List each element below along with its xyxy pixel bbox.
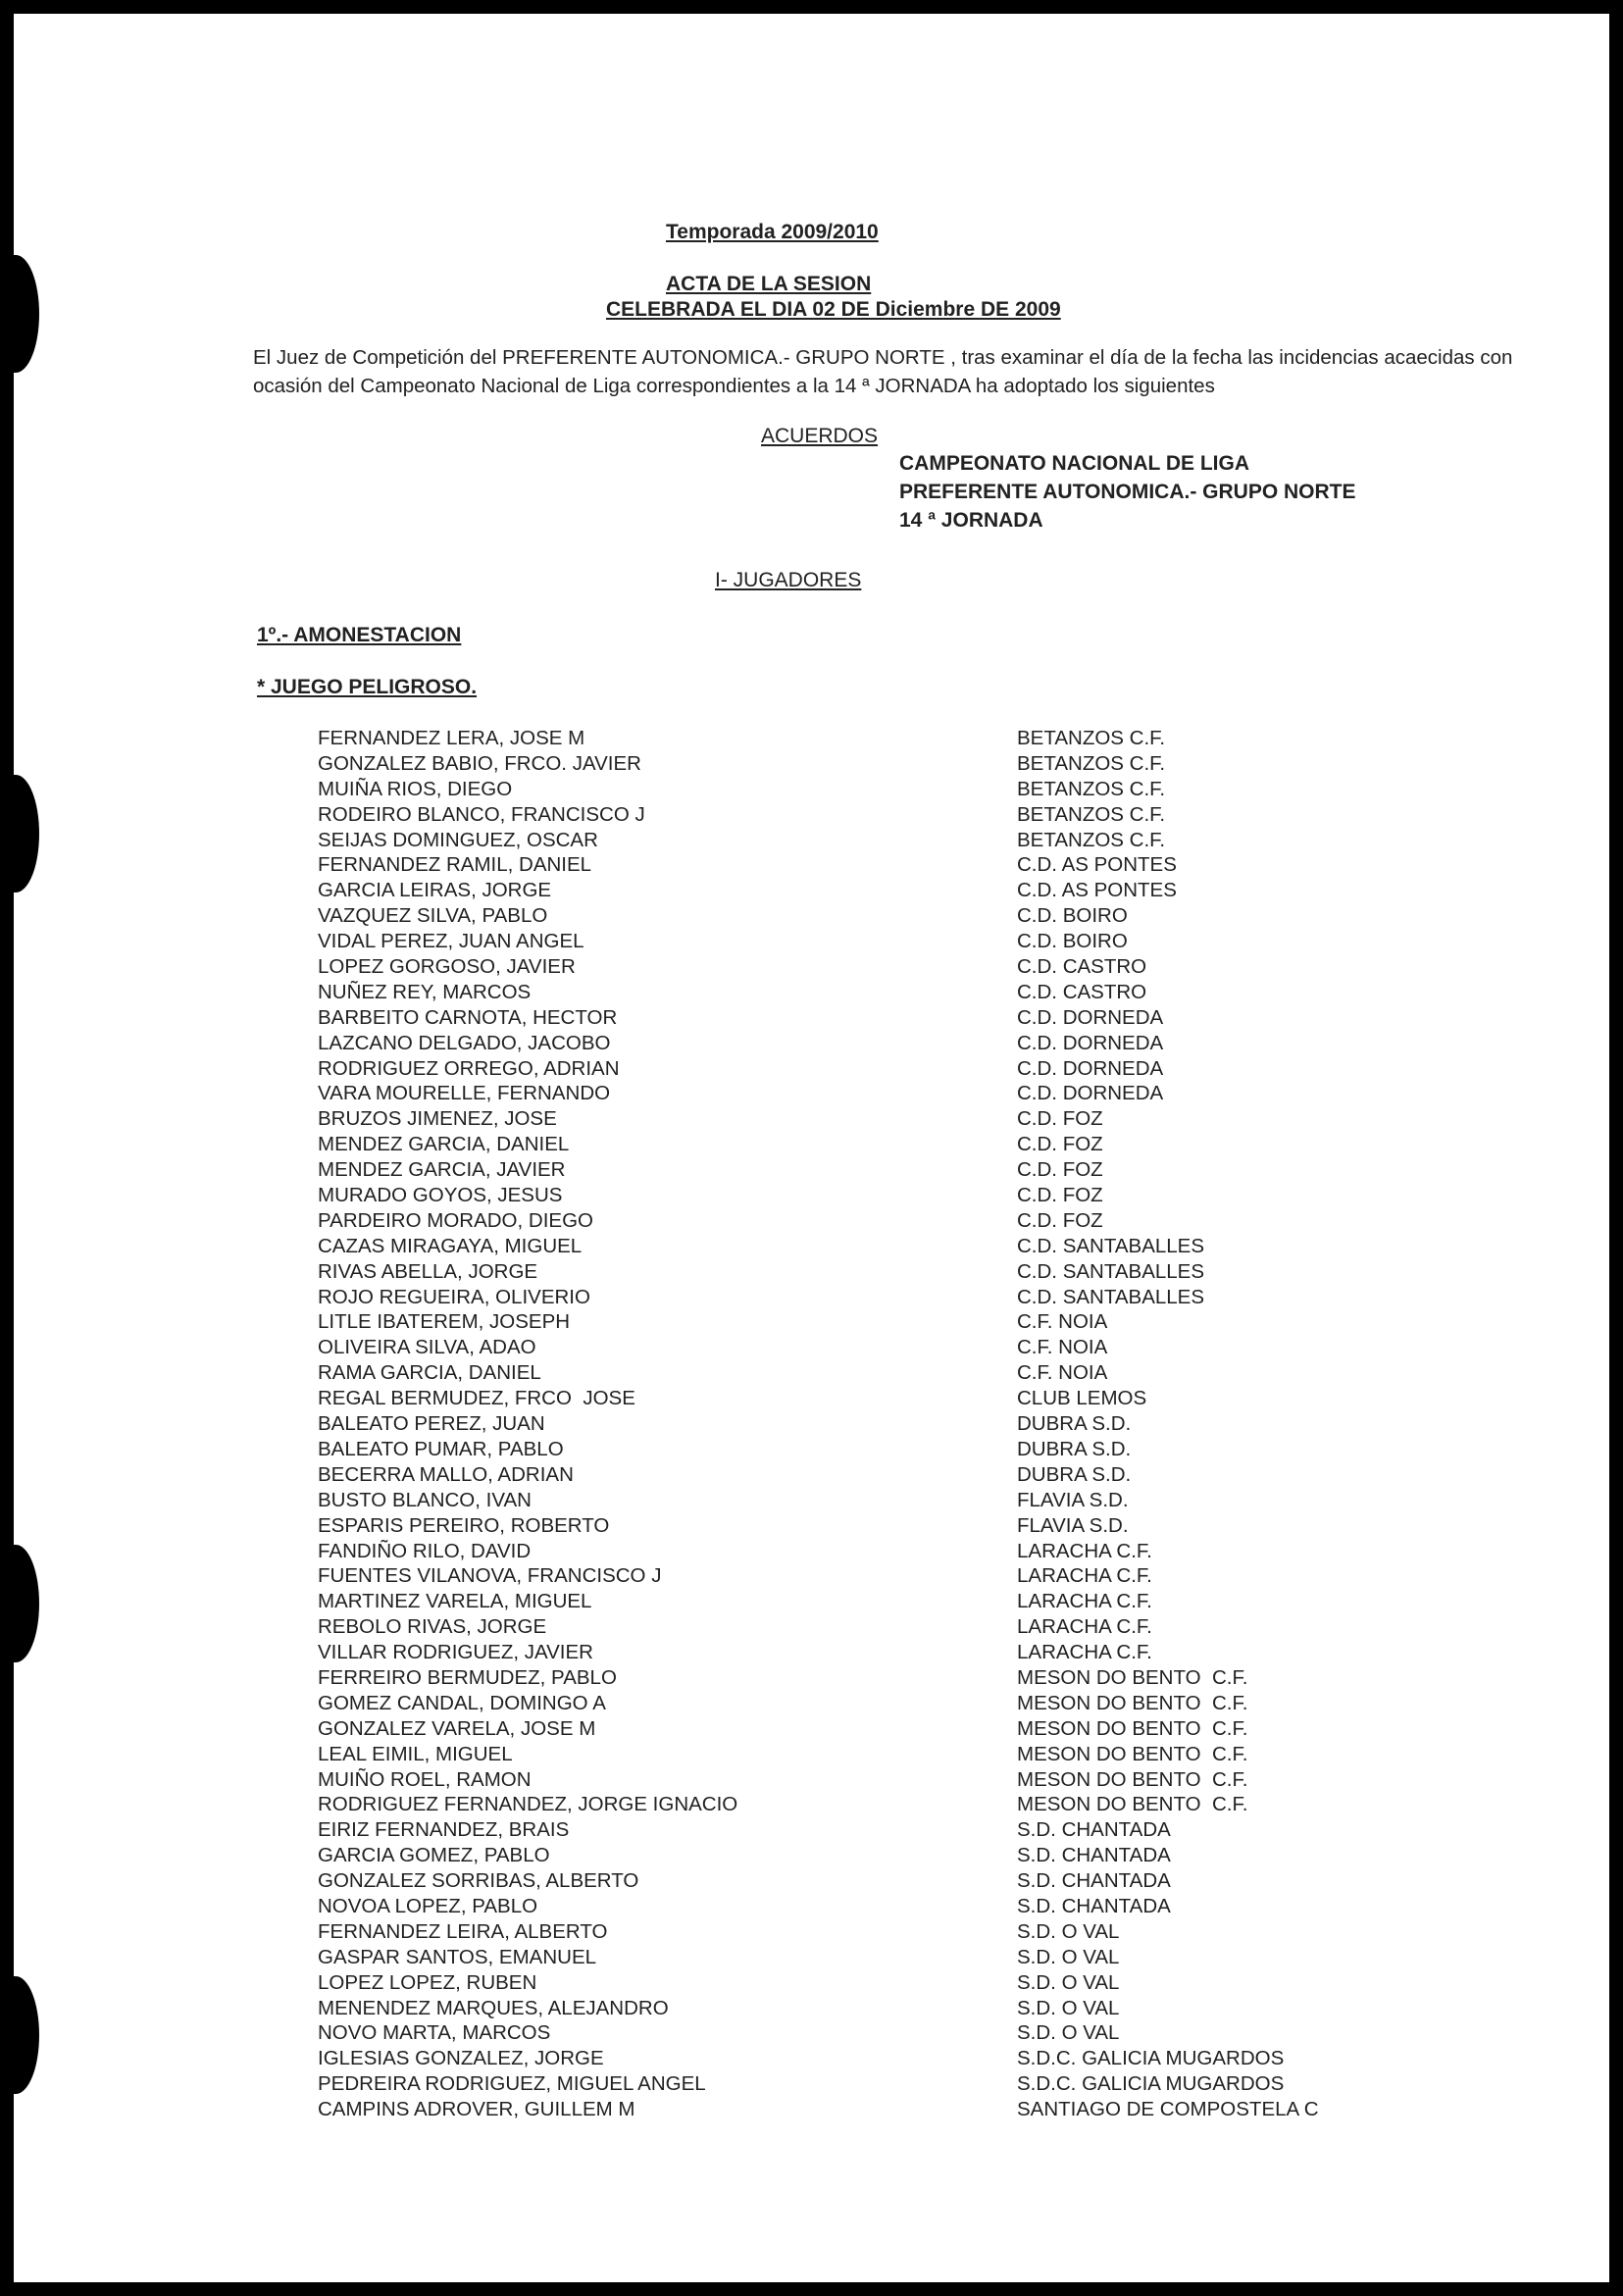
player-row	[318, 1792, 1396, 1817]
player-name: MURADO GOYOS, JESUS	[318, 1184, 563, 1207]
player-club: LARACHA C.F.	[1017, 1615, 1152, 1639]
player-row	[318, 1132, 1396, 1157]
player-name: VIDAL PEREZ, JUAN ANGEL	[318, 930, 584, 953]
player-name: REBOLO RIVAS, JORGE	[318, 1615, 547, 1639]
player-row	[318, 1056, 1396, 1082]
player-row	[318, 777, 1396, 802]
player-club: S.D. O VAL	[1017, 1996, 1120, 2019]
session-date: CELEBRADA EL DIA 02 DE Diciembre DE 2009	[606, 298, 1061, 321]
player-name: LEAL EIMIL, MIGUEL	[318, 1742, 513, 1765]
player-club: MESON DO BENTO C.F.	[1017, 1742, 1248, 1765]
player-club: C.D. SANTABALLES	[1017, 1259, 1205, 1283]
player-name: GONZALEZ BABIO, FRCO. JAVIER	[318, 751, 641, 775]
player-club: S.D. O VAL	[1017, 1945, 1120, 1968]
player-club: S.D. CHANTADA	[1017, 1894, 1171, 1917]
player-club: DUBRA S.D.	[1017, 1437, 1132, 1460]
player-name: FERNANDEZ LERA, JOSE M	[318, 727, 585, 749]
player-row	[318, 802, 1396, 828]
player-row	[318, 1640, 1396, 1665]
player-row	[318, 1945, 1396, 1970]
player-row	[318, 1589, 1396, 1614]
player-row	[318, 1360, 1396, 1386]
player-name: FANDIÑO RILO, DAVID	[318, 1539, 532, 1562]
player-club: C.D. SANTABALLES	[1017, 1234, 1205, 1257]
player-name: NUÑEZ REY, MARCOS	[318, 980, 532, 1003]
player-name: LOPEZ GORGOSO, JAVIER	[318, 955, 576, 979]
player-club: DUBRA S.D.	[1017, 1412, 1132, 1436]
player-club: C.D. FOZ	[1017, 1184, 1103, 1207]
player-name: OLIVEIRA SILVA, ADAO	[318, 1336, 536, 1359]
player-club: C.D. BOIRO	[1017, 904, 1128, 928]
player-club: C.D. CASTRO	[1017, 980, 1147, 1003]
player-row	[318, 1614, 1396, 1640]
player-row	[318, 1488, 1396, 1513]
player-row	[318, 751, 1396, 777]
player-club: C.F. NOIA	[1017, 1361, 1108, 1385]
player-name: RAMA GARCIA, DANIEL	[318, 1361, 541, 1385]
player-name: GONZALEZ VARELA, JOSE M	[318, 1716, 596, 1740]
player-row	[318, 1843, 1396, 1868]
player-row	[318, 2020, 1396, 2046]
player-club: FLAVIA S.D.	[1017, 1488, 1129, 1511]
player-club: DUBRA S.D.	[1017, 1462, 1132, 1486]
player-name: MARTINEZ VARELA, MIGUEL	[318, 1590, 592, 1613]
player-row	[318, 1868, 1396, 1894]
player-name: RIVAS ABELLA, JORGE	[318, 1259, 538, 1283]
player-name: LOPEZ LOPEZ, RUBEN	[318, 1970, 537, 1994]
player-name: BARBEITO CARNOTA, HECTOR	[318, 1005, 618, 1029]
player-row	[318, 878, 1396, 903]
player-row	[318, 903, 1396, 929]
player-club: S.D.C. GALICIA MUGARDOS	[1017, 2047, 1285, 2070]
player-club: C.D. AS PONTES	[1017, 853, 1177, 877]
player-row	[318, 1335, 1396, 1360]
player-club: MESON DO BENTO C.F.	[1017, 1665, 1248, 1689]
player-name: GARCIA LEIRAS, JORGE	[318, 879, 552, 902]
player-name: GONZALEZ SORRIBAS, ALBERTO	[318, 1869, 639, 1893]
section-jugadores: I- JUGADORES	[715, 569, 862, 591]
intro-paragraph: El Juez de Competición del PREFERENTE AUTONOMICA.- GRUPO NORTE , tras examinar el día de la fecha las incidencias acaecidas con ocasión del Campeonato Nacional de Liga correspondientes a la 14 ª JORNADA ha adoptado los siguientes	[253, 346, 1513, 397]
player-row	[318, 1437, 1396, 1462]
player-club: C.D. FOZ	[1017, 1158, 1103, 1182]
player-club: C.F. NOIA	[1017, 1310, 1108, 1334]
player-club: LARACHA C.F.	[1017, 1590, 1152, 1613]
player-name: VAZQUEZ SILVA, PABLO	[318, 904, 548, 928]
player-name: SEIJAS DOMINGUEZ, OSCAR	[318, 828, 598, 851]
player-name: ROJO REGUEIRA, OLIVERIO	[318, 1285, 590, 1308]
player-club: C.D. DORNEDA	[1017, 1031, 1164, 1054]
player-name: EIRIZ FERNANDEZ, BRAIS	[318, 1818, 570, 1842]
player-club: LARACHA C.F.	[1017, 1564, 1152, 1588]
player-row	[318, 1665, 1396, 1691]
player-row	[318, 1691, 1396, 1716]
player-row	[318, 726, 1396, 751]
player-club: SANTIAGO DE COMPOSTELA C	[1017, 2098, 1319, 2121]
player-row	[318, 1462, 1396, 1488]
season-title: Temporada 2009/2010	[666, 221, 879, 243]
player-row	[318, 929, 1396, 954]
player-club: MESON DO BENTO C.F.	[1017, 1716, 1248, 1740]
player-name: LAZCANO DELGADO, JACOBO	[318, 1031, 611, 1054]
player-row	[318, 1157, 1396, 1183]
player-row	[318, 1081, 1396, 1106]
player-club: MESON DO BENTO C.F.	[1017, 1767, 1248, 1791]
player-name: NOVO MARTA, MARCOS	[318, 2021, 551, 2045]
player-name: MENENDEZ MARQUES, ALEJANDRO	[318, 1996, 669, 2019]
player-club: BETANZOS C.F.	[1017, 828, 1166, 851]
player-name: GARCIA GOMEZ, PABLO	[318, 1844, 550, 1867]
player-row	[318, 2097, 1396, 2122]
player-row	[318, 1411, 1396, 1437]
player-row	[318, 1767, 1396, 1793]
player-row	[318, 1563, 1396, 1589]
player-name: MENDEZ GARCIA, JAVIER	[318, 1158, 566, 1182]
player-club: LARACHA C.F.	[1017, 1539, 1152, 1562]
player-name: PARDEIRO MORADO, DIEGO	[318, 1208, 593, 1232]
competition-group: PREFERENTE AUTONOMICA.- GRUPO NORTE	[899, 481, 1356, 503]
player-club: C.D. FOZ	[1017, 1107, 1103, 1131]
player-club: CLUB LEMOS	[1017, 1387, 1147, 1410]
player-name: PEDREIRA RODRIGUEZ, MIGUEL ANGEL	[318, 2072, 706, 2096]
player-name: IGLESIAS GONZALEZ, JORGE	[318, 2047, 604, 2070]
player-name: MUIÑO ROEL, RAMON	[318, 1767, 532, 1791]
player-club: C.D. SANTABALLES	[1017, 1285, 1205, 1308]
player-club: C.D. DORNEDA	[1017, 1056, 1164, 1080]
player-row	[318, 954, 1396, 980]
player-row	[318, 1716, 1396, 1742]
player-row	[318, 1309, 1396, 1335]
player-name: CAZAS MIRAGAYA, MIGUEL	[318, 1234, 583, 1257]
player-row	[318, 1106, 1396, 1132]
player-club: S.D.C. GALICIA MUGARDOS	[1017, 2072, 1285, 2096]
player-club: S.D. CHANTADA	[1017, 1818, 1171, 1842]
competition-name: CAMPEONATO NACIONAL DE LIGA	[899, 452, 1250, 475]
player-club: S.D. CHANTADA	[1017, 1869, 1171, 1893]
player-club: BETANZOS C.F.	[1017, 727, 1166, 749]
player-row	[318, 1005, 1396, 1031]
player-name: BUSTO BLANCO, IVAN	[318, 1488, 532, 1511]
player-row	[318, 1894, 1396, 1919]
player-row	[318, 1208, 1396, 1234]
player-name: MENDEZ GARCIA, DANIEL	[318, 1133, 570, 1156]
player-row	[318, 1996, 1396, 2021]
player-club: C.D. AS PONTES	[1017, 879, 1177, 902]
player-row	[318, 1970, 1396, 1996]
player-club: MESON DO BENTO C.F.	[1017, 1691, 1248, 1714]
player-row	[318, 980, 1396, 1005]
player-name: LITLE IBATEREM, JOSEPH	[318, 1310, 571, 1334]
player-row	[318, 2071, 1396, 2097]
player-row	[318, 1817, 1396, 1843]
player-row	[318, 1234, 1396, 1259]
player-club: C.D. BOIRO	[1017, 930, 1128, 953]
player-row	[318, 1539, 1396, 1564]
players-list	[318, 726, 1396, 2122]
player-club: BETANZOS C.F.	[1017, 751, 1166, 775]
player-name: FERNANDEZ LEIRA, ALBERTO	[318, 1919, 608, 1943]
player-name: NOVOA LOPEZ, PABLO	[318, 1894, 538, 1917]
player-club: LARACHA C.F.	[1017, 1641, 1152, 1664]
player-name: VILLAR RODRIGUEZ, JAVIER	[318, 1641, 593, 1664]
player-name: FERREIRO BERMUDEZ, PABLO	[318, 1665, 617, 1689]
player-club: S.D. O VAL	[1017, 1970, 1120, 1994]
player-row	[318, 1259, 1396, 1285]
player-club: BETANZOS C.F.	[1017, 802, 1166, 826]
player-name: RODRIGUEZ FERNANDEZ, JORGE IGNACIO	[318, 1793, 738, 1816]
player-club: FLAVIA S.D.	[1017, 1513, 1129, 1537]
player-name: BALEATO PUMAR, PABLO	[318, 1437, 564, 1460]
player-name: FUENTES VILANOVA, FRANCISCO J	[318, 1564, 662, 1588]
player-name: RODRIGUEZ ORREGO, ADRIAN	[318, 1056, 620, 1080]
player-club: C.F. NOIA	[1017, 1336, 1108, 1359]
player-name: VARA MOURELLE, FERNANDO	[318, 1082, 611, 1105]
player-club: S.D. CHANTADA	[1017, 1844, 1171, 1867]
player-name: BRUZOS JIMENEZ, JOSE	[318, 1107, 557, 1131]
category-juego-peligroso: * JUEGO PELIGROSO.	[257, 676, 478, 698]
player-row	[318, 1742, 1396, 1767]
player-club: C.D. CASTRO	[1017, 955, 1147, 979]
player-row	[318, 1031, 1396, 1056]
player-name: BALEATO PEREZ, JUAN	[318, 1412, 545, 1436]
player-row	[318, 1386, 1396, 1411]
player-name: FERNANDEZ RAMIL, DANIEL	[318, 853, 592, 877]
player-club: C.D. DORNEDA	[1017, 1005, 1164, 1029]
player-club: BETANZOS C.F.	[1017, 777, 1166, 800]
player-row	[318, 1919, 1396, 1945]
player-name: BECERRA MALLO, ADRIAN	[318, 1462, 574, 1486]
acuerdos-heading: ACUERDOS	[761, 425, 879, 447]
subsection-amonestacion: 1º.- AMONESTACION	[257, 624, 462, 646]
player-row	[318, 828, 1396, 853]
player-club: C.D. FOZ	[1017, 1133, 1103, 1156]
player-name: ESPARIS PEREIRO, ROBERTO	[318, 1513, 610, 1537]
competition-round: 14 ª JORNADA	[899, 509, 1043, 532]
player-club: C.D. DORNEDA	[1017, 1082, 1164, 1105]
act-title: ACTA DE LA SESION	[666, 273, 872, 295]
player-club: MESON DO BENTO C.F.	[1017, 1793, 1248, 1816]
player-row	[318, 1183, 1396, 1208]
competition-block	[899, 449, 1356, 535]
player-name: MUIÑA RIOS, DIEGO	[318, 777, 513, 800]
player-name: GASPAR SANTOS, EMANUEL	[318, 1945, 597, 1968]
player-name: RODEIRO BLANCO, FRANCISCO J	[318, 802, 645, 826]
player-row	[318, 1285, 1396, 1310]
player-club: S.D. O VAL	[1017, 2021, 1120, 2045]
player-name: CAMPINS ADROVER, GUILLEM M	[318, 2098, 635, 2121]
player-name: GOMEZ CANDAL, DOMINGO A	[318, 1691, 606, 1714]
player-name: REGAL BERMUDEZ, FRCO JOSE	[318, 1387, 635, 1410]
player-club: S.D. O VAL	[1017, 1919, 1120, 1943]
player-club: C.D. FOZ	[1017, 1208, 1103, 1232]
player-row	[318, 852, 1396, 878]
player-row	[318, 1513, 1396, 1539]
player-row	[318, 2046, 1396, 2071]
